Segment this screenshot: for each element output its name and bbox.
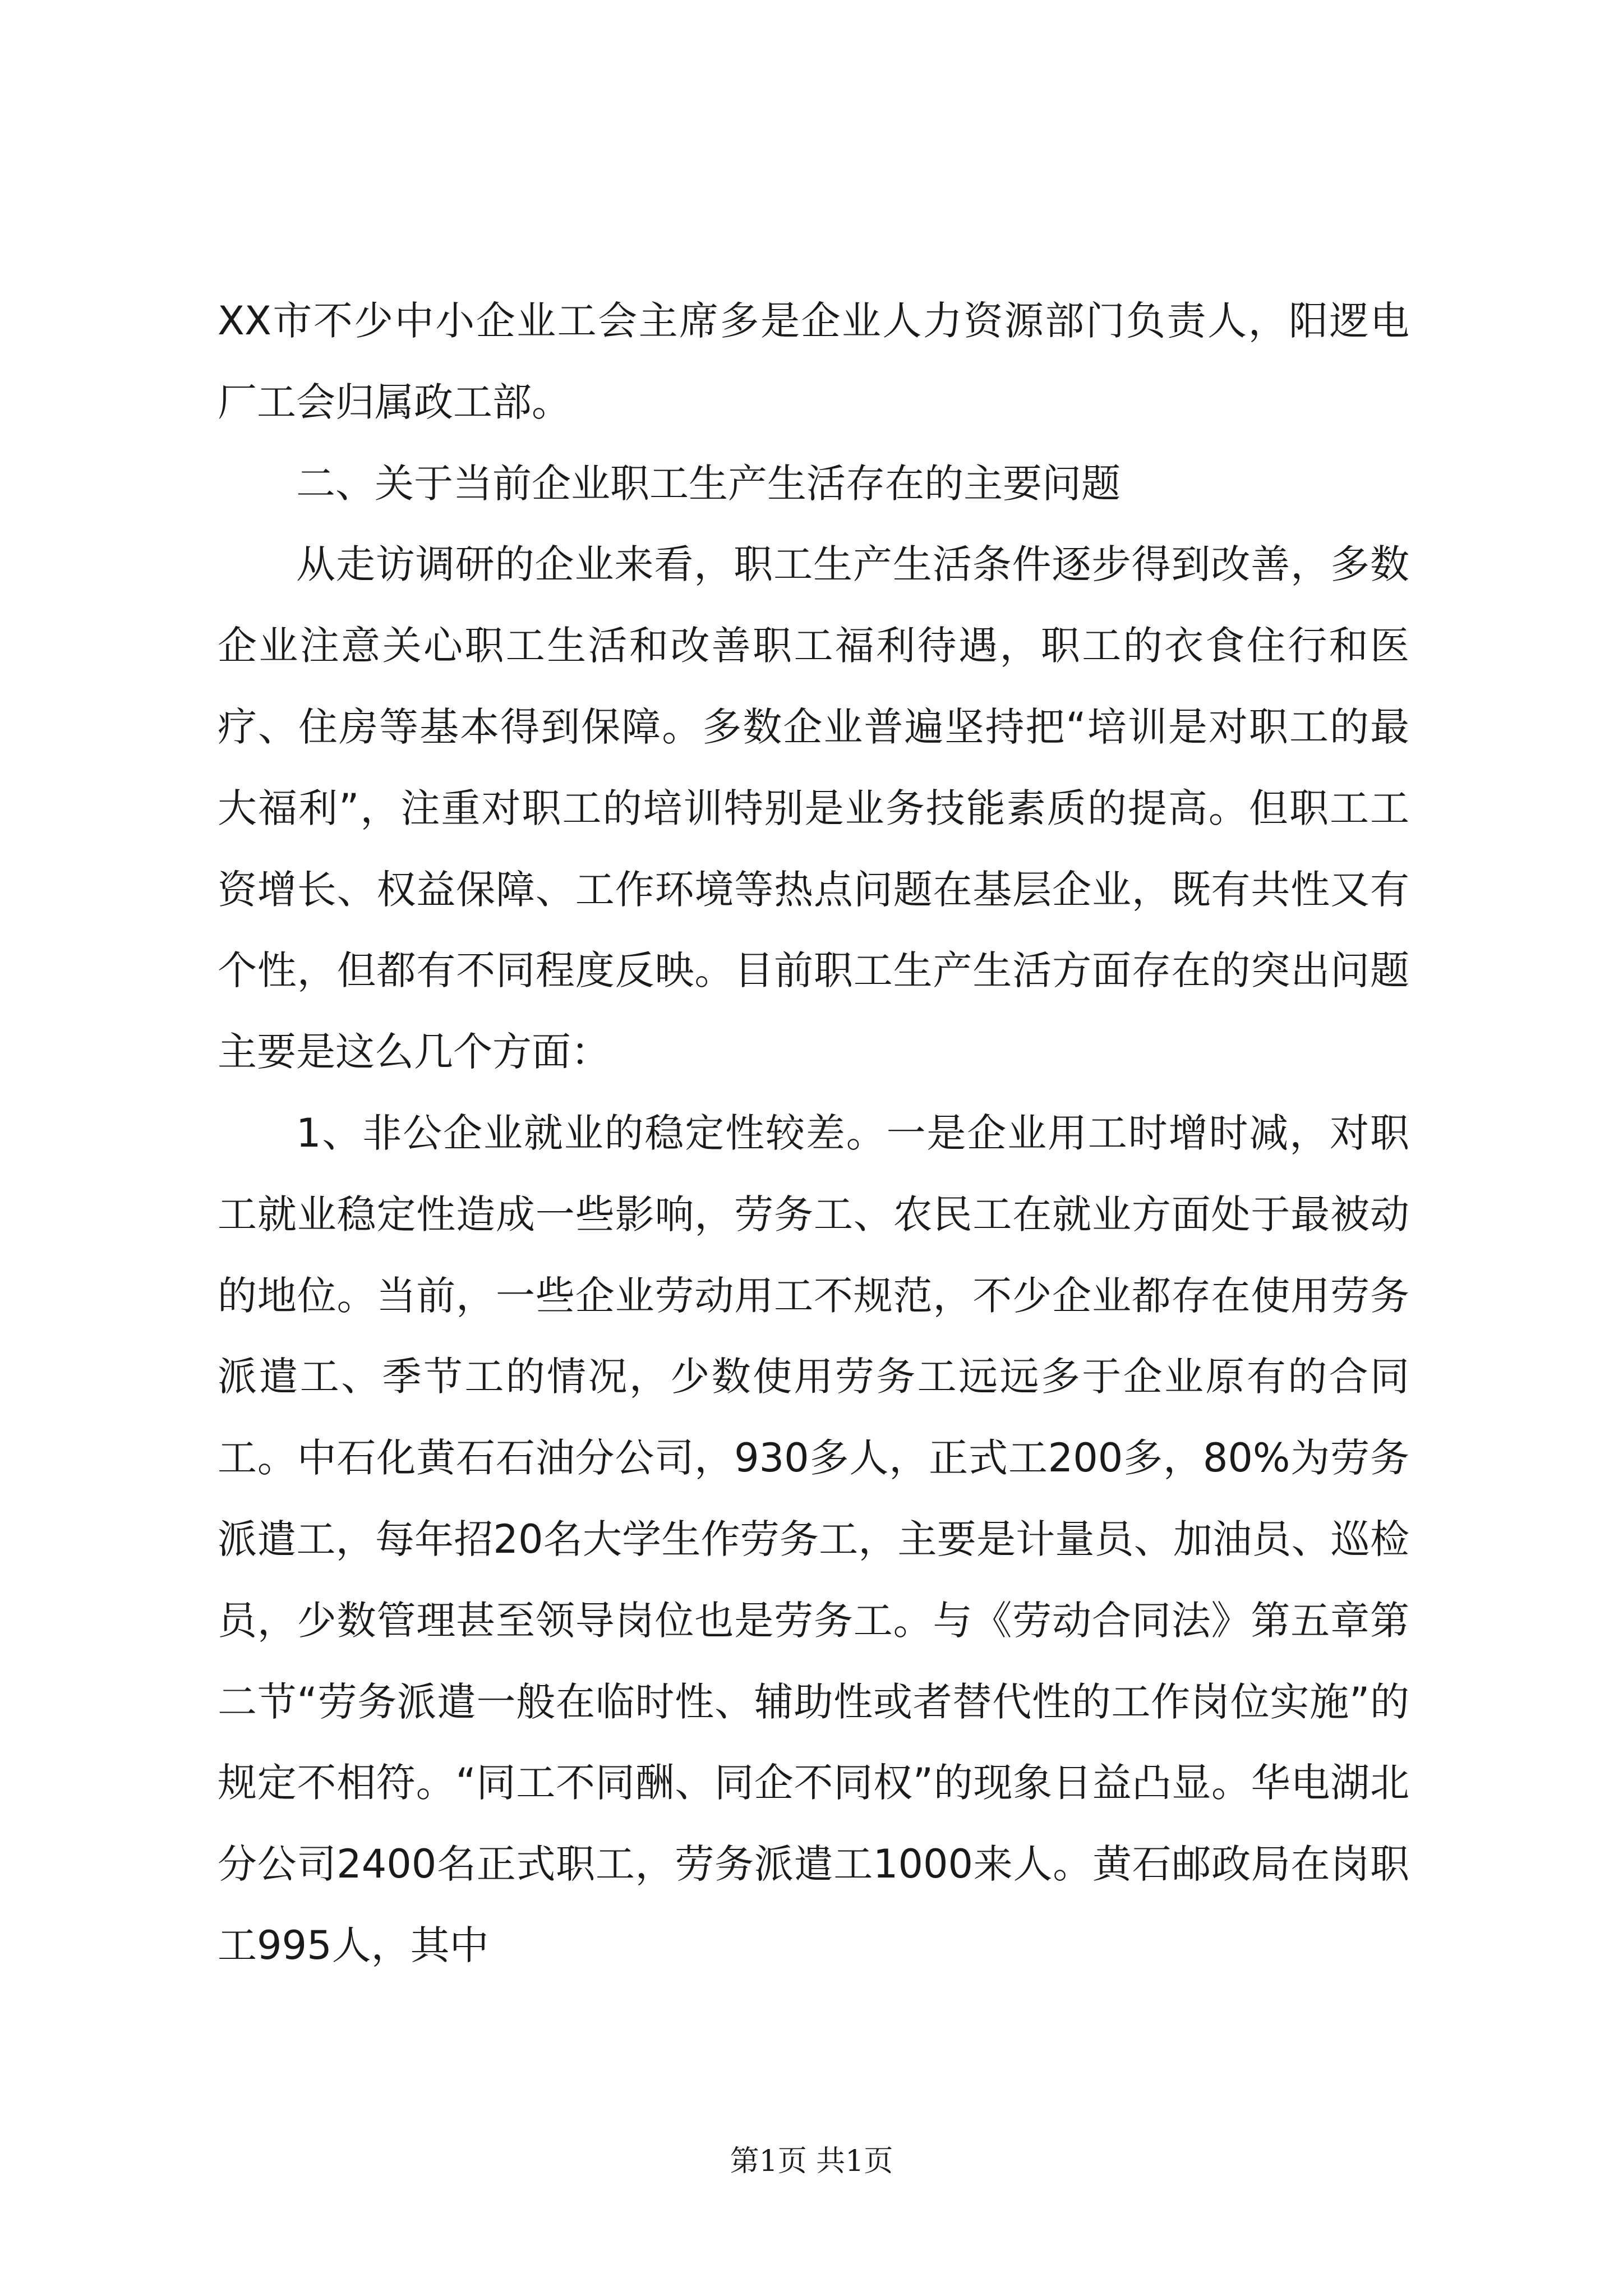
paragraph-item-1: 1、非公企业就业的稳定性较差。一是企业用工时增时减，对职工就业稳定性造成一些影响，劳务工、农民工在就业方面处于最被动的地位。当前，一些企业劳动用工不规范，不少企业都存在使用劳务派遣工、季节工的情况，少数使用劳务工远远多于企业原有的合同工。中石化黄石石油分公司，930多人，正式工200多，80%为劳务派遣工，每年招20名大学生作劳务工，主要是计量员、加油员、巡检员，少数管理甚至领导岗位也是劳务工。与《劳动合同法》第五章第二节“劳务派遣一般在临时性、辅助性或者替代性的工作岗位实施”的规定不相符。“同工不同酬、同企不同权”的现象日益凸显。华电湖北分公司2400名正式职工，劳务派遣工1000来人。黄石邮政局在岗职工995人，其中	[218, 1110, 1409, 1968]
page-footer: 第1页 共1页	[730, 2145, 893, 2178]
document-body	[218, 280, 1409, 1986]
paragraph-overview: 从走访调研的企业来看，职工生产生活条件逐步得到改善，多数企业注意关心职工生活和改善职工福利待遇，职工的衣食住行和医疗、住房等基本得到保障。多数企业普遍坚持把“培训是对职工的最大福利”，注重对职工的培训特别是业务技能素质的提高。但职工工资增长、权益保障、工作环境等热点问题在基层企业，既有共性又有个性，但都有不同程度反映。目前职工生产生活方面存在的突出问题主要是这么几个方面：	[218, 541, 1409, 1075]
section-heading: 二、关于当前企业职工生产生活存在的主要问题	[296, 460, 1121, 507]
paragraph-continuation: XX市不少中小企业工会主席多是企业人力资源部门负责人，阳逻电厂工会归属政工部。	[218, 298, 1409, 425]
